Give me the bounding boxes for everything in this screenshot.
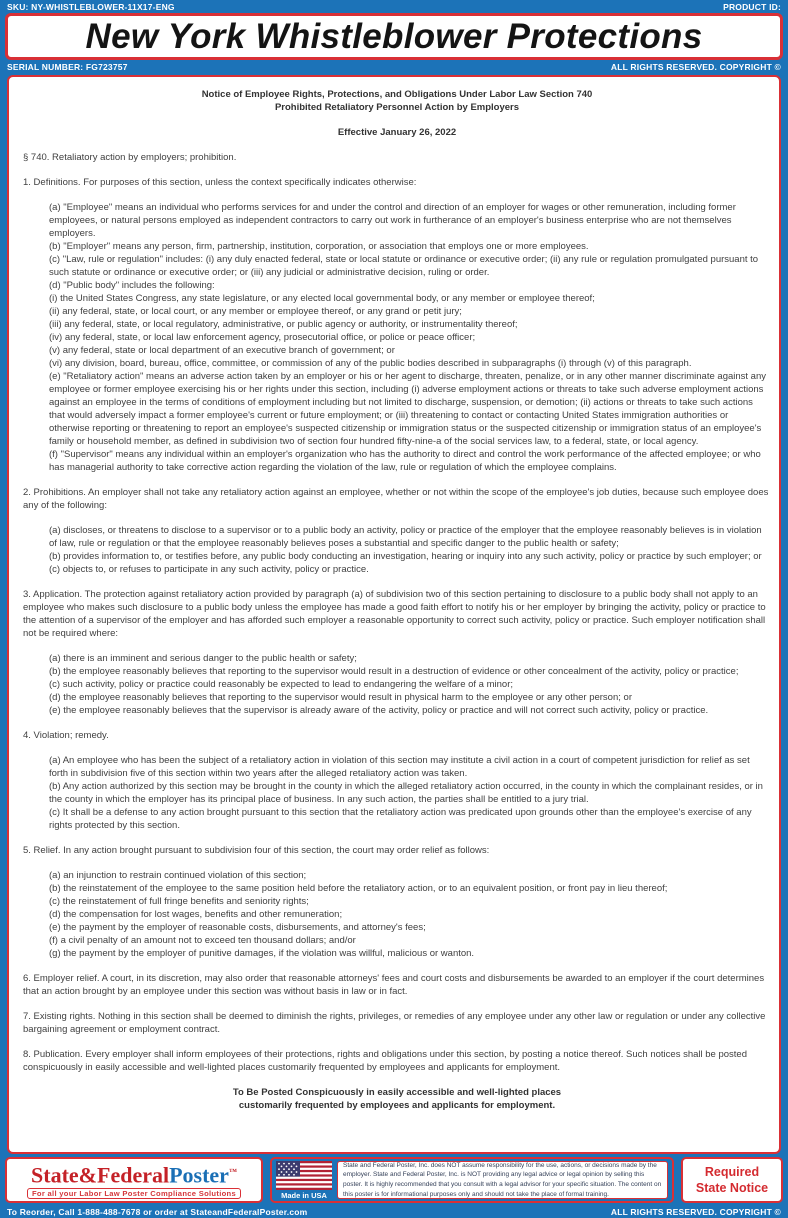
document-paragraph: (b) Any action authorized by this section may be brought in the county in which the alleged retaliatory action occurred, in the county in which the complainant resides, or in the county in which the employer has its principal place of business. In any such action, the parties shall be entitled to a jury trial. xyxy=(49,781,763,805)
document-paragraph: (i) the United States Congress, any state legislature, or any elected local governmental body, or any member or employee thereof; xyxy=(49,293,595,304)
paragraph-group xyxy=(23,1048,771,1074)
document-paragraph: 1. Definitions. For purposes of this section, unless the context specifically indicates otherwise: xyxy=(23,177,417,188)
paragraph-group xyxy=(23,524,771,576)
document-paragraph: (b) provides information to, or testifies before, any public body conducting an investigation, hearing or inquiry into any such activity, policy or practice by such employer; or xyxy=(49,551,762,562)
footer xyxy=(5,1157,783,1203)
us-flag-icon xyxy=(276,1161,332,1190)
document-paragraph: (v) any federal, state or local department of an executive branch of government; or xyxy=(49,345,395,356)
notice-body-box xyxy=(7,75,781,1154)
document-paragraph: (iii) any federal, state, or local regulatory, administrative, or public agency or authority, or instrumentality thereof; xyxy=(49,319,518,330)
document-paragraph: (a) an injunction to restrain continued violation of this section; xyxy=(49,870,307,881)
paragraph-group xyxy=(23,1010,771,1036)
document-paragraph: (vi) any division, board, bureau, office, committee, or commission of any of the public bodies described in subparagraphs (i) through (v) of this paragraph. xyxy=(49,358,692,369)
made-in-usa-box xyxy=(270,1157,674,1203)
document-paragraph: (c) such activity, policy or practice could reasonably be expected to lead to endangering the welfare of a minor; xyxy=(49,679,513,690)
document-body xyxy=(23,88,771,1112)
document-paragraph: (a) discloses, or threatens to disclose to a supervisor or to a public body an activity, policy or practice of the employer that the employee reasonably believes is in violation of law, rule or regulation or that the employee reasonably believes poses a substantial and specific danger to the public health or safety; xyxy=(49,525,762,549)
publisher-logo-box xyxy=(5,1157,263,1203)
paragraph-group xyxy=(23,972,771,998)
document-paragraph: (c) objects to, or refuses to participate in any such activity, policy or practice. xyxy=(49,564,369,575)
paragraph-group xyxy=(23,869,771,960)
made-in-usa-label: Made in USA xyxy=(281,1190,327,1200)
document-paragraph: 2. Prohibitions. An employer shall not take any retaliatory action against an employee, whether or not within the scope of the employee's job duties, because such employee does any of the following: xyxy=(23,487,769,511)
document-paragraph: 4. Violation; remedy. xyxy=(23,730,109,741)
logo-text-blue: Poster xyxy=(169,1162,229,1188)
rights-label-bottom: ALL RIGHTS RESERVED. COPYRIGHT © xyxy=(610,1206,781,1217)
trademark-symbol: ™ xyxy=(228,1167,237,1177)
publisher-logo xyxy=(31,1161,237,1186)
paragraph-group xyxy=(23,588,771,640)
document-paragraph: (c) the reinstatement of full fringe benefits and seniority rights; xyxy=(49,896,309,907)
legal-disclaimer-text: State and Federal Poster, Inc. does NOT assume responsibility for the use, actions, or decisions made by the employer. State and Federal Poster, Inc. is NOT providing any legal advice or legal opinion by selling this poster. It is highly recommended that you consult with a legal advisor for your specific situation. The content on this poster is for informational purposes only and should not take the place of formal training. xyxy=(343,1161,662,1198)
paragraph-group xyxy=(23,176,771,189)
page-title: New York Whistleblower Protections xyxy=(85,16,703,56)
paragraph-group xyxy=(23,729,771,742)
document-paragraph: (a) "Employee" means an individual who performs services for and under the control and direction of an employer for wages or other remuneration, including former employees, or natural persons employed as independent contractors to carry out work in furtherance of an employer's business enterprise who are not themselves employers. xyxy=(49,202,736,239)
centered-heading: Prohibited Retaliatory Personnel Action by Employers xyxy=(274,102,520,113)
document-paragraph: 5. Relief. In any action brought pursuant to subdivision four of this section, the court may order relief as follows: xyxy=(23,845,490,856)
document-paragraph: (b) "Employer" means any person, firm, partnership, institution, corporation, or association that employs one or more employees. xyxy=(49,241,589,252)
document-paragraph: (ii) any federal, state, or local court, or any member or employee thereof, or any grand or petit jury; xyxy=(49,306,462,317)
sku-label: SKU: NY-WHISTLEBLOWER-11X17-ENG xyxy=(7,1,175,12)
document-paragraph: (d) the compensation for lost wages, benefits and other remuneration; xyxy=(49,909,343,920)
document-paragraph: 3. Application. The protection against retaliatory action provided by paragraph (a) of subdivision two of this section pertaining to disclosure to a public body shall not apply to an employee who makes such disclosure to a public body unless the employee has made a good faith effort to notify his or her employer by bringing the activity, policy or practice to the attention of a supervisor of the employer and has afforded such employer a reasonable opportunity to correct such activity, policy or practice. Such employer notification shall not be required where: xyxy=(23,589,766,639)
document-paragraph: 6. Employer relief. A court, in its discretion, may also order that reasonable attorneys' fees and court costs and disbursements be awarded to an employer if the court determines that an action brought by an employee under this section was without basis in law or in fact. xyxy=(23,973,765,997)
made-in-usa xyxy=(276,1161,332,1200)
required-notice-text: Required State Notice xyxy=(695,1164,769,1195)
document-paragraph: (e) the payment by the employer of reasonable costs, disbursements, and attorney's fees; xyxy=(49,922,426,933)
required-notice-badge xyxy=(681,1157,783,1203)
paragraph-group xyxy=(23,652,771,717)
product-id-label: PRODUCT ID: xyxy=(723,1,781,12)
document-paragraph: (b) the employee reasonably believes that reporting to the supervisor would result in a destruction of evidence or other concealment of the activity, policy or practice; xyxy=(49,666,739,677)
centered-heading: To Be Posted Conspicuously in easily accessible and well-lighted places xyxy=(232,1087,562,1098)
document-paragraph: 8. Publication. Every employer shall inform employees of their protections, rights and obligations under this section, by posting a notice thereof. Such notices shall be posted conspicuously in easily accessible and well-lighted places customarily frequented by employees and applicants for employment. xyxy=(23,1049,747,1073)
logo-tagline: For all your Labor Law Poster Compliance Solutions xyxy=(27,1188,241,1199)
serial-number-label: SERIAL NUMBER: FG723757 xyxy=(7,61,128,72)
document-paragraph: (a) An employee who has been the subject of a retaliatory action in violation of this section may institute a civil action in a court of competent jurisdiction for relief as set forth in subdivision five of this section within two years after the alleged retaliatory action was taken. xyxy=(49,755,750,779)
document-paragraph: (f) a civil penalty of an amount not to exceed ten thousand dollars; and/or xyxy=(49,935,356,946)
document-paragraph: (c) It shall be a defense to any action brought pursuant to this section that the retaliatory action was predicated upon grounds other than the employee's exercise of any rights protected by this section. xyxy=(49,807,752,831)
document-paragraph: (b) the reinstatement of the employee to the same position held before the retaliatory action, or to an equivalent position, or front pay in lieu thereof; xyxy=(49,883,668,894)
document-paragraph: (a) there is an imminent and serious danger to the public health or safety; xyxy=(49,653,357,664)
centered-heading: customarily frequented by employees and applicants for employment. xyxy=(238,1100,556,1111)
logo-text-red: State&Federal xyxy=(31,1162,170,1188)
document-paragraph: (c) "Law, rule or regulation" includes: (i) any duly enacted federal, state or local statute or ordinance or executive order; (ii) any rule or regulation promulgated pursuant to such statute or ordinance or executive order; or (iii) any judicial or administrative decision, ruling or order. xyxy=(49,254,759,278)
document-paragraph: (d) "Public body" includes the following: xyxy=(49,280,215,291)
paragraph-group xyxy=(23,1086,771,1112)
paragraph-group xyxy=(23,126,771,139)
centered-heading: Notice of Employee Rights, Protections, and Obligations Under Labor Law Section 740 xyxy=(201,89,593,100)
reorder-info: To Reorder, Call 1-888-488-7678 or order at StateandFederalPoster.com xyxy=(7,1206,308,1217)
document-paragraph: (iv) any federal, state, or local law enforcement agency, prosecutorial office, or police or peace officer; xyxy=(49,332,476,343)
document-paragraph: (f) "Supervisor" means any individual within an employer's organization who has the authority to direct and control the work performance of the affected employee; or who has managerial authority to take corrective action regarding the violation of the law, rule or regulation of which the employee complains. xyxy=(49,449,761,473)
paragraph-group xyxy=(23,88,771,114)
document-paragraph: (e) "Retaliatory action" means an adverse action taken by an employer or his or her agent to discharge, threaten, penalize, or in any other manner discriminate against any employee or former employee exercising his or her rights under this section, including (i) adverse employment actions or threats to take such adverse employment actions against an employee in the terms of conditions of employment including but not limited to discharge, suspension, or demotion; (ii) actions or threats to take such actions that would adversely impact a former employee's current or future employment; or (iii) threatening to contact or contacting United States immigration authorities or otherwise reporting or threatening to report an employee's suspected citizenship or immigration status or the suspected citizenship or immigration status of an employee's family or household member, as defined in subdivision two of section four hundred fifty-nine-a of the social services law, to a federal, state, or local agency. xyxy=(49,371,766,447)
title-box xyxy=(5,13,783,60)
bottom-bar xyxy=(0,1205,788,1218)
centered-heading: Effective January 26, 2022 xyxy=(337,127,457,138)
paragraph-group xyxy=(23,486,771,512)
document-paragraph: (d) the employee reasonably believes that reporting to the supervisor would result in physical harm to the employee or any other person; or xyxy=(49,692,632,703)
top-bar xyxy=(0,0,788,13)
document-paragraph: § 740. Retaliatory action by employers; prohibition. xyxy=(23,152,237,163)
paragraph-group xyxy=(23,754,771,832)
paragraph-group xyxy=(23,844,771,857)
document-paragraph: (e) the employee reasonably believes that the supervisor is already aware of the activity, policy or practice and will not correct such activity, policy or practice. xyxy=(49,705,709,716)
legal-disclaimer xyxy=(337,1161,668,1199)
paragraph-group xyxy=(23,151,771,164)
document-paragraph: (g) the payment by the employer of punitive damages, if the violation was willful, malicious or wanton. xyxy=(49,948,475,959)
serial-bar xyxy=(0,60,788,73)
rights-label-top: ALL RIGHTS RESERVED. COPYRIGHT © xyxy=(610,61,781,72)
paragraph-group xyxy=(23,201,771,474)
document-paragraph: 7. Existing rights. Nothing in this section shall be deemed to diminish the rights, privileges, or remedies of any employee under any other law or regulation or under any collective bargaining agreement or employment contract. xyxy=(23,1011,766,1035)
